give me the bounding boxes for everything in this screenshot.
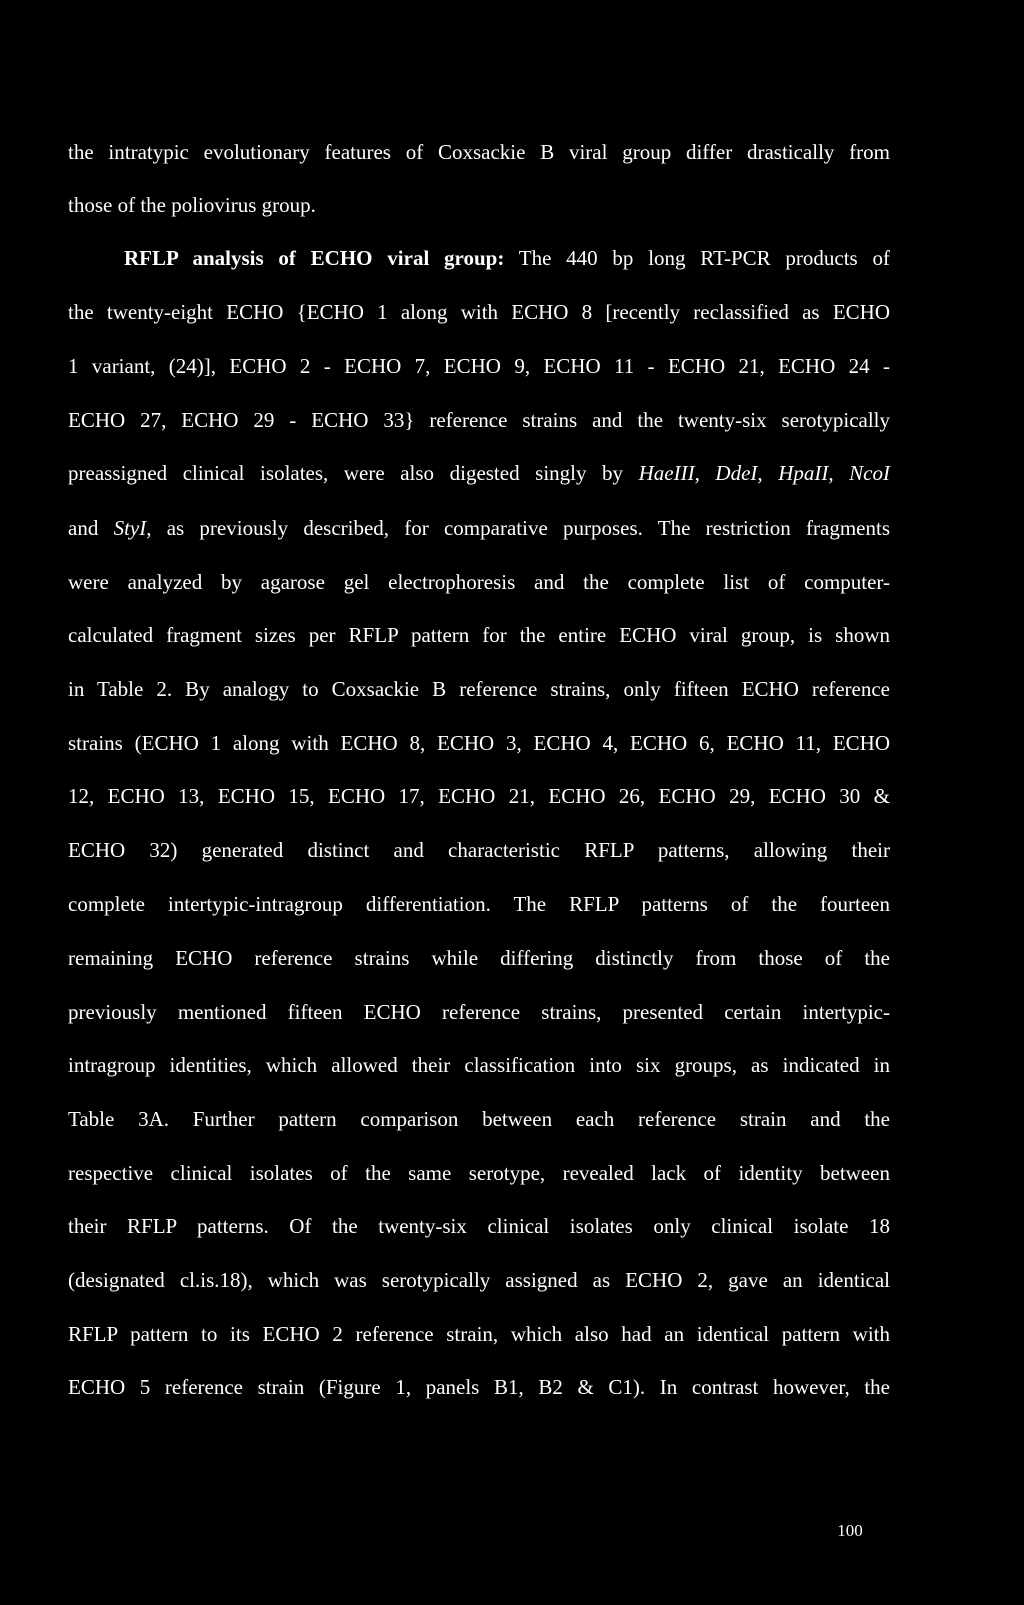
text-line: RFLP pattern to its ECHO 2 reference strain, which also had an identical pattern with [68,1322,890,1346]
text-line: strains (ECHO 1 along with ECHO 8, ECHO 3, ECHO 4, ECHO 6, ECHO 11, ECHO [68,731,890,755]
text-span: , [828,461,850,485]
text-line [68,459,890,487]
enzyme-name: HpaII [778,461,829,485]
text-line: calculated fragment sizes per RFLP pattern for the entire ECHO viral group, is shown [68,623,890,647]
text-line: Table 3A. Further pattern comparison between each reference strain and the [68,1107,890,1131]
page-number: 100 [837,1521,863,1540]
text-line: in Table 2. By analogy to Coxsackie B reference strains, only fifteen ECHO reference [68,677,890,701]
text-line: their RFLP patterns. Of the twenty-six clinical isolates only clinical isolate 18 [68,1214,890,1238]
text-line: the intratypic evolutionary features of Coxsackie B viral group differ drastically from [68,140,890,164]
text-line: intragroup identities, which allowed their classification into six groups, as indicated in [68,1053,890,1077]
text-span: preassigned clinical isolates, were also digested singly by [68,461,639,485]
text-line: ECHO 5 reference strain (Figure 1, panels B1, B2 & C1). In contrast however, the [68,1375,890,1399]
text-span: , [757,461,779,485]
text-line: the twenty-eight ECHO {ECHO 1 along with ECHO 8 [recently reclassified as ECHO [68,300,890,324]
text-line [124,244,890,272]
text-line: previously mentioned fifteen ECHO reference strains, presented certain intertypic- [68,1000,890,1024]
text-span: and [68,516,114,540]
text-line: were analyzed by agarose gel electrophoresis and the complete list of computer- [68,570,890,594]
enzyme-name: NcoI [849,461,890,485]
text-line: 12, ECHO 13, ECHO 15, ECHO 17, ECHO 21, ECHO 26, ECHO 29, ECHO 30 & [68,784,890,808]
text-span: , [694,461,716,485]
enzyme-name: StyI [113,516,147,540]
text-line: ECHO 27, ECHO 29 - ECHO 33} reference strains and the twenty-six serotypically [68,408,890,432]
section-heading: RFLP analysis of ECHO viral group: [124,246,505,270]
text-line: (designated cl.is.18), which was serotypically assigned as ECHO 2, gave an identical [68,1268,890,1292]
text-line: remaining ECHO reference strains while differing distinctly from those of the [68,946,890,970]
enzyme-name: HaeIII [638,461,695,485]
text-line: those of the poliovirus group. [68,193,316,217]
enzyme-name: DdeI [715,461,758,485]
text-line: 1 variant, (24)], ECHO 2 - ECHO 7, ECHO 9, ECHO 11 - ECHO 21, ECHO 24 - [68,354,890,378]
text-line: complete intertypic-intragroup differentiation. The RFLP patterns of the fourteen [68,892,890,916]
text-line: ECHO 32) generated distinct and characteristic RFLP patterns, allowing their [68,838,890,862]
text-line: respective clinical isolates of the same serotype, revealed lack of identity between [68,1161,890,1185]
text-span: The 440 bp long RT-PCR products of [504,246,890,270]
text-span: , as previously described, for comparative purposes. The restriction fragments [146,516,890,540]
text-line [68,514,890,542]
